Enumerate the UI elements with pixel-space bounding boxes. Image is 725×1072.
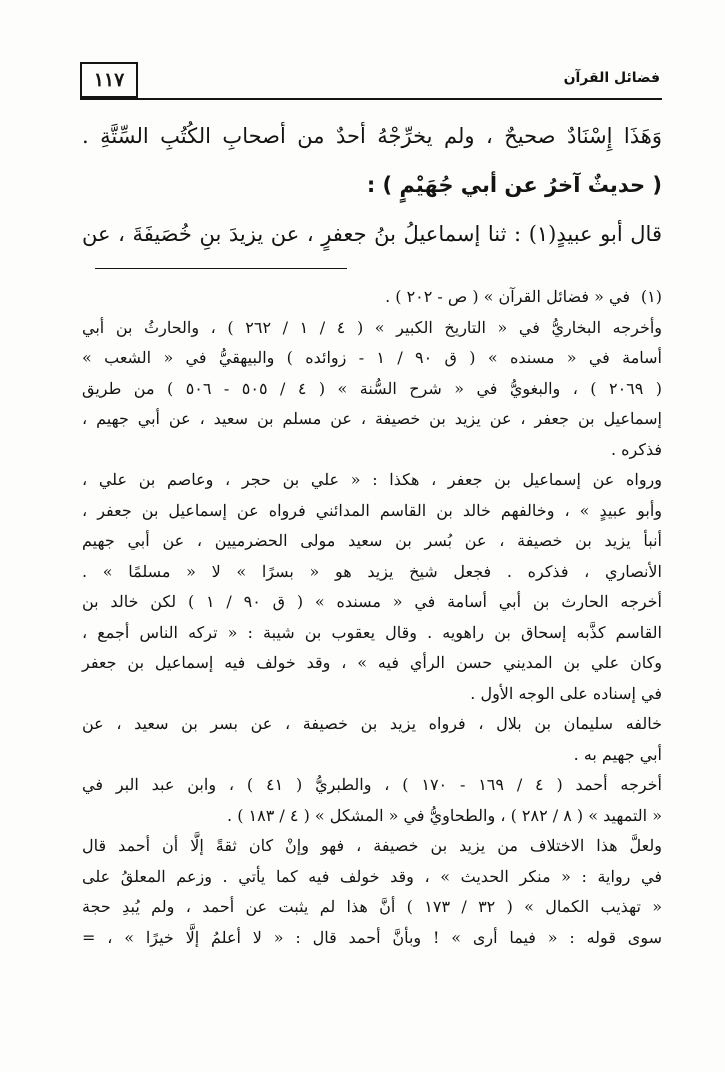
footnote-line: سوى قوله : « فيما أرى » ! وبأنَّ أحمد قال : « لا أعلمُ إلَّا خيرًا » ، = — [82, 927, 662, 947]
footnote-line: فذكره . — [610, 439, 662, 459]
section-heading: ( حديثٌ آخرُ عن أبي جُهَيْمٍ ) : — [366, 173, 662, 197]
footnote-line: ورواه عن إسماعيل بن جعفر ، هكذا : « علي بن حجر ، وعاصم بن علي ، — [82, 470, 662, 489]
footnote-line: أخرجه أحمد ( ٤ / ١٦٩ - ١٧٠ ) ، والطبريُّ ( ٤١ ) ، وابن عبد البر في — [82, 775, 663, 794]
header-rule — [80, 98, 662, 100]
footnote-line: « تهذيب الكمال » ( ٣٢ / ١٧٣ ) أنَّ هذا لم يثبت عن أحمد ، ولم يُبدِ حجة — [82, 897, 663, 916]
footnote-line: إسماعيل بن جعفر ، عن يزيد بن خصيفة ، عن مسلم بن سعيد ، عن أبي جهيم ، — [82, 409, 662, 428]
footnote-line: خالفه سليمان بن بلال ، فرواه يزيد بن خصيفة ، عن بسر بن سعيد ، عن — [82, 714, 663, 733]
footnote-line: ( ٢٠٦٩ ) ، والبغويُّ في « شرح السُّنة » ( ٤ / ٥٠٥ - ٥٠٦ ) من طريق — [82, 378, 663, 398]
main-text — [82, 112, 662, 259]
footnote-marker: (١) — [640, 287, 662, 306]
footnote-text: في « فضائل القرآن » ( ص - ٢٠٢ ) . — [385, 287, 630, 306]
page-number: ١١٧ — [80, 62, 138, 98]
footnote-line: أبي جهيم به . — [573, 744, 662, 764]
footnote-line: وأبو عبيدٍ » ، وخالفهم خالد بن القاسم المدائني فرواه عن إسماعيل بن جعفر ، — [82, 500, 662, 520]
footnote-line: في رواية : « منكر الحديث » ، وقد خولف فيه كما يأتي . وزعم المعلقُ على — [82, 866, 662, 886]
footnote-separator — [95, 268, 347, 269]
body-line-3: قال أبو عبيدٍ(١) : ثنا إسماعيلُ بنُ جعفرٍ ، عن يزيدَ بنِ خُصَيفَةَ ، عن — [82, 222, 662, 246]
footnote-line: ولعلَّ هذا الاختلاف من يزيد بن خصيفة ، فهو وإنْ كان ثقةً إلَّا أن أحمد قال — [82, 836, 662, 855]
footnote-line: « التمهيد » ( ٨ / ٢٨٢ ) ، والطحاويُّ في « المشكل » ( ٤ / ١٨٣ ) . — [227, 805, 662, 825]
footnote-line: أسامة في « مسنده » ( ق ٩٠ / ١ - زوائده ) والبيهقيُّ في « الشعب » — [82, 348, 663, 367]
footnote-line: أنبأ يزيد بن خصيفة ، عن بُسر بن سعيد مولى الحضرميين ، عن أبي جهيم — [82, 531, 662, 550]
footnote-line-1 — [82, 282, 662, 313]
footnote-line: القاسم كذَّبه إسحاق بن راهويه . وقال يعقوب بن شيبة : « تركه الناس أجمع ، — [82, 622, 662, 642]
footnote-line: وكان علي بن المديني حسن الرأي فيه » ، وقد خولف فيه إسماعيل بن جعفر — [82, 653, 662, 672]
footnotes — [82, 282, 662, 953]
body-line-1: وَهَذَا إِسْنَادٌ صحيحٌ ، ولم يخرِّجْهُ أحدٌ من أصحابِ الكُتُبِ السِّتَّةِ . — [82, 124, 662, 148]
footnote-line: الأنصاري ، فذكره . فجعل شيخ يزيد هو « بسرًا » لا « مسلمًا » . — [82, 561, 662, 581]
footnote-line: في إسناده على الوجه الأول . — [470, 683, 662, 703]
footnote-line: وأخرجه البخاريُّ في « التاريخ الكبير » ( ٤ / ١ / ٢٦٢ ) ، والحارثُ بن أبي — [82, 317, 663, 337]
running-title: فضائل القرآن — [563, 70, 660, 86]
footnote-line: أخرجه الحارث بن أبي أسامة في « مسنده » ( ق ٩٠ / ١ ) لكن خالد بن — [82, 592, 663, 611]
